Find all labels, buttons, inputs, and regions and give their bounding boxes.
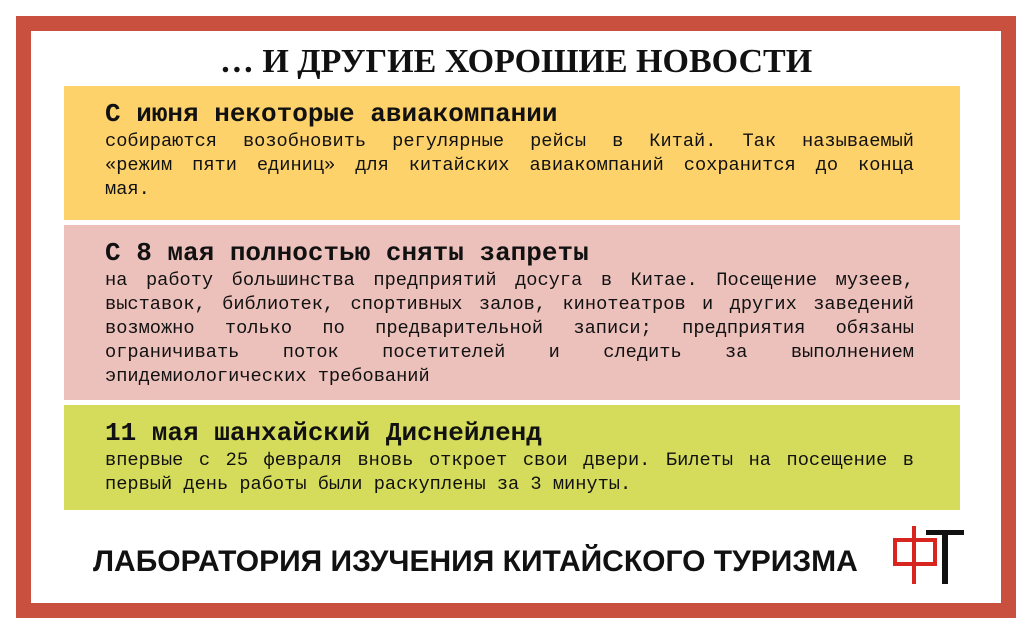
news-text-line: первый день работы были раскуплены за 3 минуты. <box>105 473 632 495</box>
china-tourism-lab-logo-icon <box>888 524 968 588</box>
news-item-leisure <box>64 225 960 400</box>
news-item-airlines <box>64 86 960 220</box>
news-text-line: «режим пяти единиц» для китайских авиакомпаний сохранится до конца <box>105 154 914 176</box>
footer-organization-name: ЛАБОРАТОРИЯ ИЗУЧЕНИЯ КИТАЙСКОГО ТУРИЗМА <box>93 545 858 578</box>
news-heading: С 8 мая полностью сняты запреты <box>105 238 589 268</box>
news-text-line: возможно только по предварительной записи; предприятия обязаны <box>105 317 914 339</box>
logo-red-stroke <box>912 526 916 584</box>
news-text-line: мая. <box>105 178 150 200</box>
news-item-disneyland <box>64 405 960 510</box>
page-title: … И ДРУГИЕ ХОРОШИЕ НОВОСТИ <box>219 43 813 80</box>
news-text-line: впервые с 25 февраля вновь откроет свои двери. Билеты на посещение в <box>105 449 914 471</box>
logo-black-stem <box>942 530 948 584</box>
news-heading: С июня некоторые авиакомпании <box>105 99 558 129</box>
news-text-line: собираются возобновить регулярные рейсы в Китай. Так называемый <box>105 130 914 152</box>
news-text-line: на работу большинства предприятий досуга в Китае. Посещение музеев, <box>105 269 914 291</box>
news-text-line: выставок, библиотек, спортивных залов, кинотеатров и других заведений <box>105 293 914 315</box>
news-heading: 11 мая шанхайский Диснейленд <box>105 418 542 448</box>
news-text-line: эпидемиологических требований <box>105 365 430 387</box>
news-text-line: ограничивать поток посетителей и следить за выполнением <box>105 341 914 363</box>
